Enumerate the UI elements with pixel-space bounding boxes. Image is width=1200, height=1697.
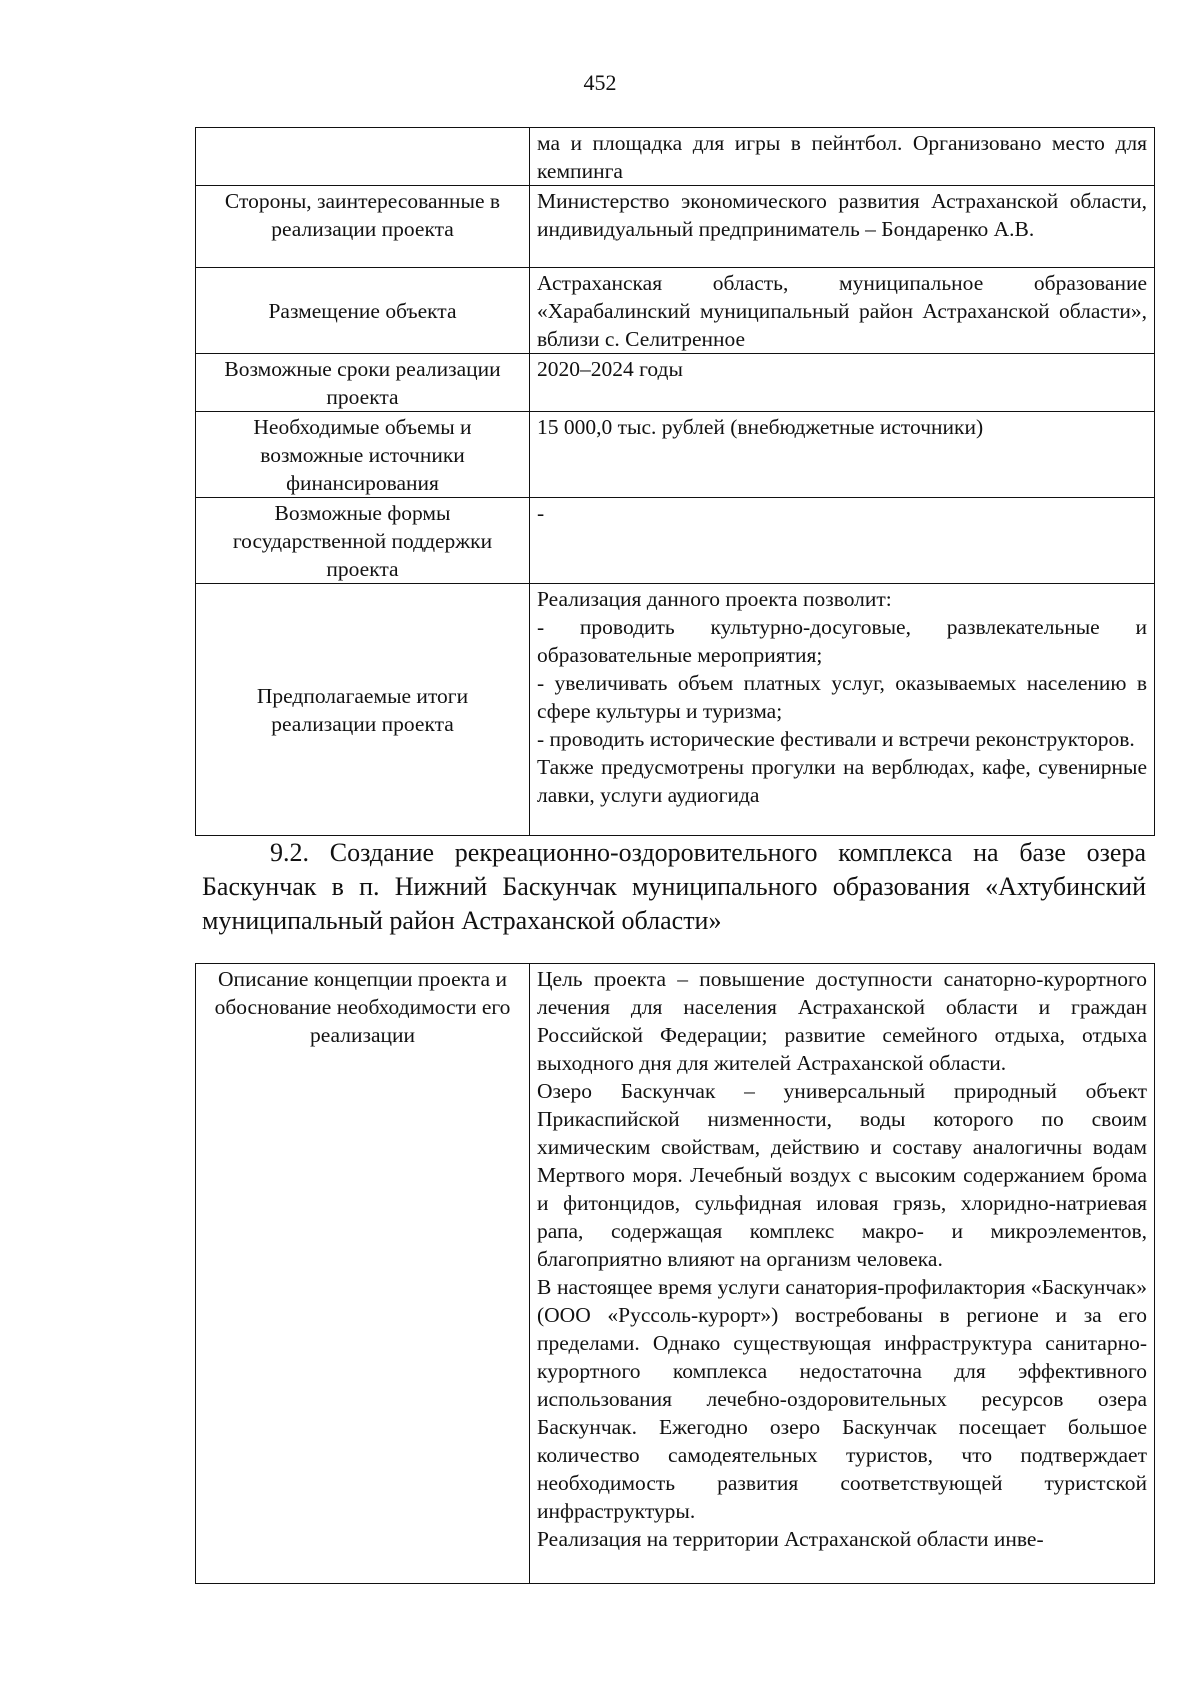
row-label: Описание концепции проекта и обоснование необходимости его реализации <box>196 964 530 1584</box>
row-value <box>530 186 1155 268</box>
table-row <box>196 584 1155 836</box>
row-label: Необходимые объемы и возможные источники финансирования <box>196 412 530 498</box>
row-value <box>530 128 1155 186</box>
page-number: 452 <box>583 70 617 95</box>
value-line: Реализация данного проекта позволит: <box>537 587 892 611</box>
value-line: Цель проекта – повышение доступности санаторно-курортного лечения для населения Астраханской области и граждан Российской Федерации; развитие семейного отдыха, отдыха выходного дня для жителей Астраханской области. <box>537 967 1147 1075</box>
value-line: Реализация на территории Астраханской области инве- <box>537 1527 1044 1551</box>
row-value <box>530 412 1155 498</box>
row-label: Стороны, заинтересованные в реализации проекта <box>196 186 530 268</box>
row-label: Возможные формы государственной поддержки проекта <box>196 498 530 584</box>
row-label: Размещение объекта <box>196 268 530 354</box>
row-value <box>530 964 1155 1584</box>
table-row <box>196 412 1155 498</box>
value-line: В настоящее время услуги санатория-профилактория «Баскунчак» (ООО «Руссоль-курорт») востребованы в регионе и за его пределами. Однако существующая инфраструктура санитарно-курортного комплекса недостаточна для эффективного использования лечебно-оздоровительных ресурсов озера Баскунчак. Ежегодно озеро Баскунчак посещает большое количество самодеятельных туристов, что подтверждает необходимость развития соответствующей туристской инфраструктуры. <box>537 1275 1147 1523</box>
value-line: - увеличивать объем платных услуг, оказываемых населению в сфере культуры и туризма; <box>537 671 1147 723</box>
value-line: - проводить культурно-досуговые, развлекательные и образовательные мероприятия; <box>537 615 1147 667</box>
value-line: - <box>537 501 545 525</box>
value-line: Министерство экономического развития Астраханской области, индивидуальный предприниматель – Бондаренко А.В. <box>537 189 1147 241</box>
row-value <box>530 354 1155 412</box>
table-row <box>196 128 1155 186</box>
table-row <box>196 354 1155 412</box>
value-line: Озеро Баскунчак – универсальный природный объект Прикаспийской низменности, воды которого по своим химическим свойствам, действию и составу аналогичны водам Мертвого моря. Лечебный воздух с высоким содержанием брома и фитонцидов, сульфидная иловая грязь, хлоридно-натриевая рапа, содержащая комплекс макро- и микроэлементов, благоприятно влияют на организм человека. <box>537 1079 1147 1271</box>
row-value <box>530 584 1155 836</box>
row-label: Возможные сроки реализации проекта <box>196 354 530 412</box>
value-line: Также предусмотрены прогулки на верблюдах, кафе, сувенирные лавки, услуги аудиогида <box>537 755 1147 807</box>
project-table-continued <box>195 127 1155 836</box>
value-line: - проводить исторические фестивали и встречи реконструкторов. <box>537 727 1135 751</box>
table-row <box>196 186 1155 268</box>
project-table <box>195 963 1155 1584</box>
row-value <box>530 268 1155 354</box>
value-line: ма и площадка для игры в пейнтбол. Организовано место для кемпинга <box>537 131 1147 183</box>
table-row <box>196 498 1155 584</box>
value-line: Астраханская область, муниципальное образование «Харабалинский муниципальный район Астраханской области», вблизи с. Селитренное <box>537 271 1147 351</box>
value-line: 15 000,0 тыс. рублей (внебюджетные источники) <box>537 415 984 439</box>
table-row <box>196 964 1155 1584</box>
value-line: 2020–2024 годы <box>537 357 683 381</box>
row-label <box>196 128 530 186</box>
section-heading: 9.2. Создание рекреационно-оздоровительного комплекса на базе озера Баскунчак в п. Нижний Баскунчак муниципального образования «Ахтубинский муниципальный район Астраханской области» <box>202 838 1146 935</box>
table-row <box>196 268 1155 354</box>
row-value <box>530 498 1155 584</box>
row-label: Предполагаемые итоги реализации проекта <box>196 584 530 836</box>
